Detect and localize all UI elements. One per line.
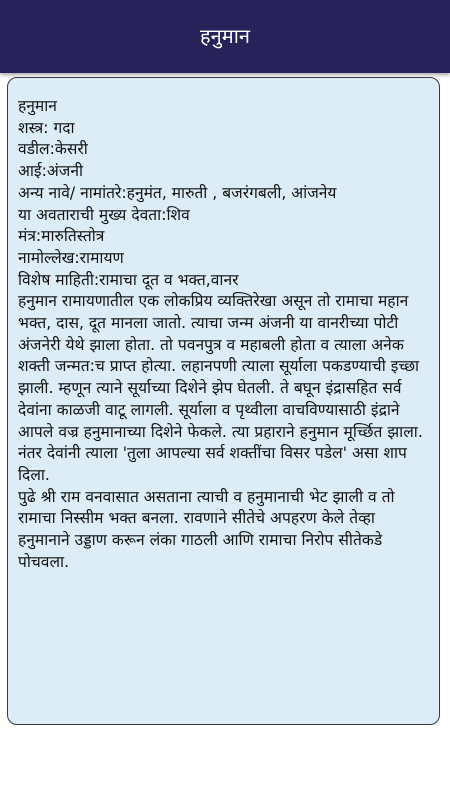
- article-mention: नामोल्लेख:रामायण: [18, 248, 124, 267]
- article-paragraph-1: हनुमान रामायणातील एक लोकप्रिय व्यक्तिरेखा असून तो रामाचा महान भक्त, दास, दूत मानला जातो. त्याचा जन्म अंजनी या वानरीच्या पोटी अंजनेरी येथे झाला होता. तो पवनपुत्र व महाबली होता व त्याला अनेक शक्ती जन्मत:च प्राप्त होत्या. लहानपणी त्याला सूर्याला पकडण्याची इच्छा झाली. म्हणून त्याने सूर्याच्या दिशेने झेप घेतली. ते बघून इंद्रासहित सर्व देवांना काळजी वाटू लागली. सूर्याला व पृथ्वीला वाचविण्यासाठी इंद्राने आपले वज्र हनुमानाच्या दिशेने फेकले. त्या प्रहाराने हनुमान मूर्च्छित झाला. नंतर देवांनी त्याला 'तुला आपल्या सर्व शक्तींचा विसर पडेल' असा शाप दिला.: [18, 292, 423, 484]
- content-card[interactable]: [7, 77, 440, 725]
- app-title: हनुमान: [200, 23, 250, 48]
- article-mother: आई:अंजनी: [18, 162, 84, 181]
- article-weapon: शस्त्र: गदा: [18, 118, 75, 137]
- article-main-deity: या अवताराची मुख्य देवता:शिव: [18, 205, 190, 224]
- article-paragraph-2: पुढे श्री राम वनवासात असताना त्याची व हनुमानाची भेट झाली व तो रामाचा निस्सीम भक्त बनला. रावणाने सीतेचे अपहरण केले तेव्हा हनुमानाने उड्डाण करून लंका गाठली आणि रामाचा निरोप सीतेकडे पोचवला.: [18, 487, 395, 571]
- app-bar: [0, 0, 450, 73]
- article-name: हनुमान: [18, 97, 57, 115]
- article-mantra: मंत्र:मारुतिस्तोत्र: [18, 227, 105, 246]
- article-text: [18, 96, 430, 573]
- article-other-names: अन्य नावे/ नामांतरे:हनुमंत, मारुती , बजरंगबली, आंजनेय: [18, 183, 337, 202]
- article-father: वडील:केसरी: [18, 140, 88, 159]
- article-special-info: विशेष माहिती:रामाचा दूत व भक्त,वानर: [18, 270, 239, 289]
